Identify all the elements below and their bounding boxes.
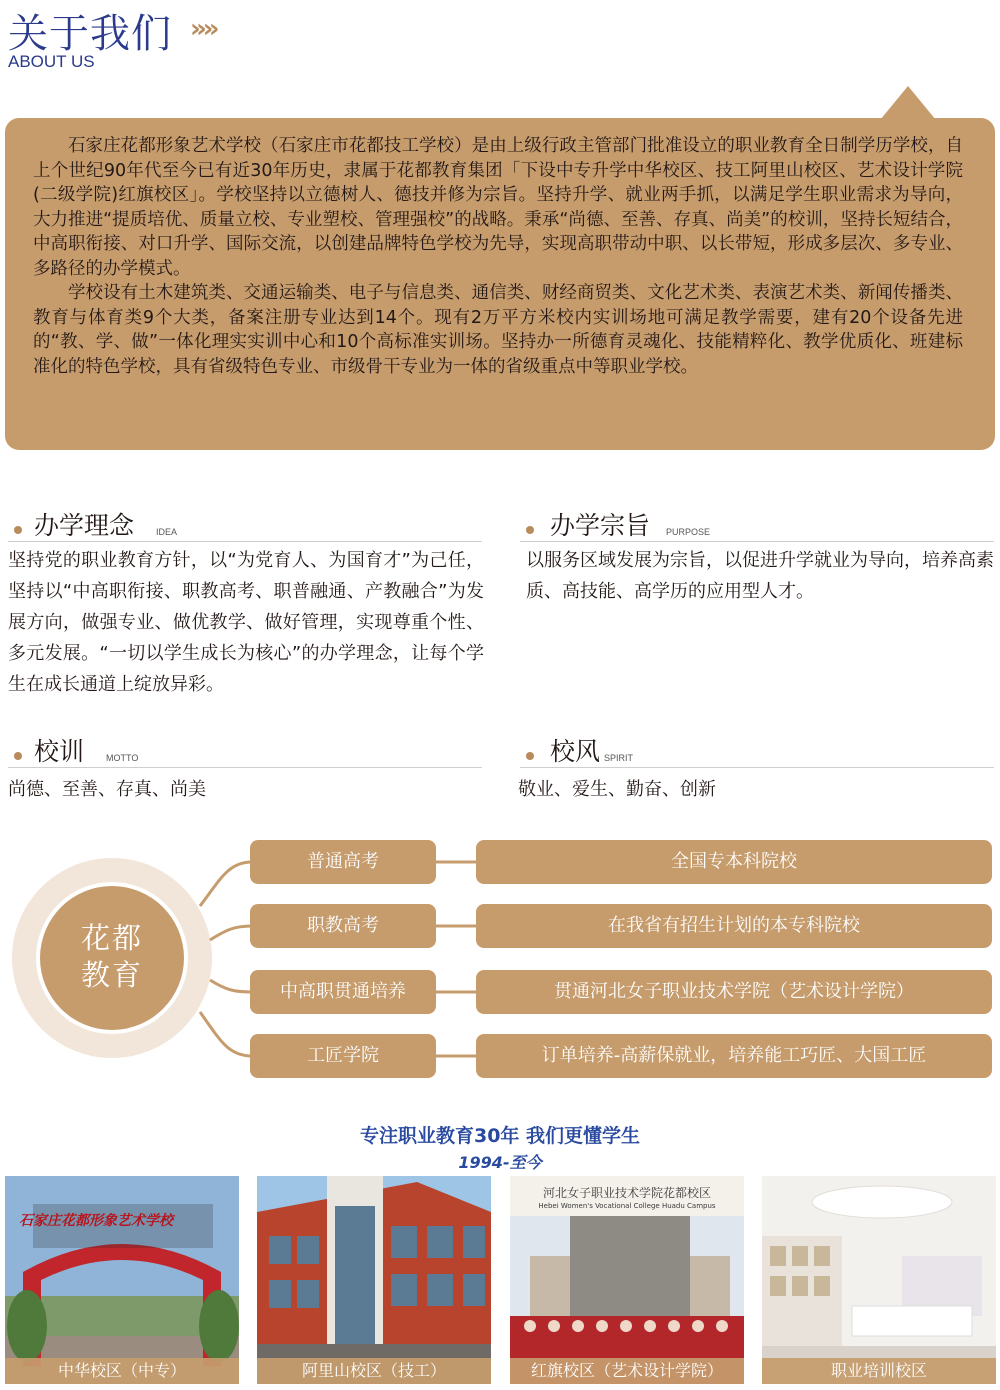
section-en-idea: IDEA xyxy=(156,527,178,537)
campus-photo-training xyxy=(762,1176,996,1384)
slogan: 专注职业教育30年 我们更懂学生 xyxy=(359,1125,641,1147)
campus-interior-illustration xyxy=(762,1176,996,1384)
campus-caption: 职业培训校区 xyxy=(762,1358,996,1384)
section-title-spirit: 校风 xyxy=(550,737,601,766)
campus-photo-hongqi xyxy=(510,1176,744,1384)
section-title-motto: 校训 xyxy=(34,737,85,766)
pathway-left-3: 中高职贯通培养 xyxy=(250,970,436,1014)
pathway-left-4: 工匠学院 xyxy=(250,1034,436,1078)
intro-paragraph-2: 学校设有土木建筑类、交通运输类、电子与信息类、通信类、财经商贸类、文化艺术类、表演艺术类、新闻传播类、教育与体育类9个大类，备案注册专业达到14个。现有2万平方米校内实训场地可满足教学需要，建有20个设备先进的“教、学、做”一体化理实实训中心和10个高标准实训场。坚持办一所德育灵魂化、技能精粹化、教学优质化、班建标准化的特色学校，具有省级特色专业、市级骨干专业为一体的省级重点中等职业学校。 xyxy=(33,283,963,377)
pathway-right-2: 在我省有招生计划的本专科院校 xyxy=(476,904,992,948)
pathway-left-1: 普通高考 xyxy=(250,840,436,884)
campus-sign-en: Hebei Women's Vocational College Huadu Campus xyxy=(538,1202,716,1210)
branch-line-4 xyxy=(200,1012,252,1056)
section-body-purpose: 以服务区域发展为宗旨，以促进升学就业为导向，培养高素质、高技能、高学历的应用型人才。 xyxy=(526,550,994,602)
campus-caption: 红旗校区（艺术设计学院） xyxy=(510,1358,744,1384)
branch-line-1 xyxy=(200,862,252,906)
section-en-motto: MOTTO xyxy=(106,753,139,763)
pathway-right-3: 贯通河北女子职业技术学院（艺术设计学院） xyxy=(476,970,992,1014)
campus-caption: 阿里山校区（技工） xyxy=(257,1358,491,1384)
pathway-right-4: 订单培养-高薪保就业，培养能工巧匠、大国工匠 xyxy=(476,1034,992,1078)
section-body-spirit: 敬业、爱生、勤奋、创新 xyxy=(518,779,716,800)
section-en-purpose: PURPOSE xyxy=(666,527,711,537)
campus-building-illustration xyxy=(257,1176,491,1384)
section-en-spirit: SPIRIT xyxy=(604,753,634,763)
intro-paragraph-1: 石家庄花都形象艺术学校（石家庄市花都技工学校）是由上级行政主管部门批准设立的职业教育全日制学历学校，自上个世纪90年代至今已有近30年历史，隶属于花都教育集团「下设中专升学中华校区、技工阿里山校区、艺术设计学院(二级学院)红旗校区」。学校坚持以立德树人、德技并修为宗旨。坚持升学、就业两手抓，以满足学生职业需求为导向，大力推进“提质培优、质量立校、专业塑校、管理强校”的战略。秉承“尚德、至善、存真、尚美”的校训，坚持长短结合，中高职衔接、对口升学、国际交流，以创建品牌特色学校为先导，实现高职带动中职、以长带短，形成多层次、多专业、多路径的办学模式。 xyxy=(33,136,963,279)
campus-sign: 石家庄花都形象艺术学校 xyxy=(19,1213,173,1229)
section-body-motto: 尚德、至善、存真、尚美 xyxy=(8,779,206,800)
campus-photo-alishan xyxy=(257,1176,491,1384)
page-title: 关于我们 xyxy=(8,11,172,57)
double-chevron-right-icon: »» xyxy=(190,14,216,44)
campus-caption: 中华校区（中专） xyxy=(5,1358,239,1384)
section-title-purpose: 办学宗旨 xyxy=(550,511,651,540)
campus-gate-illustration xyxy=(5,1176,239,1384)
diagram-center-line-2: 教育 xyxy=(80,958,143,992)
pathway-left-2: 职教高考 xyxy=(250,904,436,948)
section-body-idea: 坚持党的职业教育方针，以“为党育人、为国育才”为己任，坚持以“中高职衔接、职教高考、职普融通、产教融合”为发展方向，做强专业、做优教学、做好管理，实现尊重个性、多元发展。“一切以学生成长为核心”的办学理念，让每个学生在成长通道上绽放异彩。 xyxy=(8,550,484,695)
campus-sign: 河北女子职业技术学院花都校区 xyxy=(542,1186,711,1200)
campus-photo-zhonghua xyxy=(5,1176,239,1384)
page-subtitle: ABOUT US xyxy=(8,52,95,71)
section-title-idea: 办学理念 xyxy=(34,511,135,540)
diagram-center-line-1: 花都 xyxy=(80,921,143,955)
pathway-right-1: 全国专本科院校 xyxy=(476,840,992,884)
slogan-years: 1994-至今 xyxy=(458,1153,542,1172)
branch-line-3 xyxy=(210,980,252,992)
branch-line-2 xyxy=(210,926,252,940)
